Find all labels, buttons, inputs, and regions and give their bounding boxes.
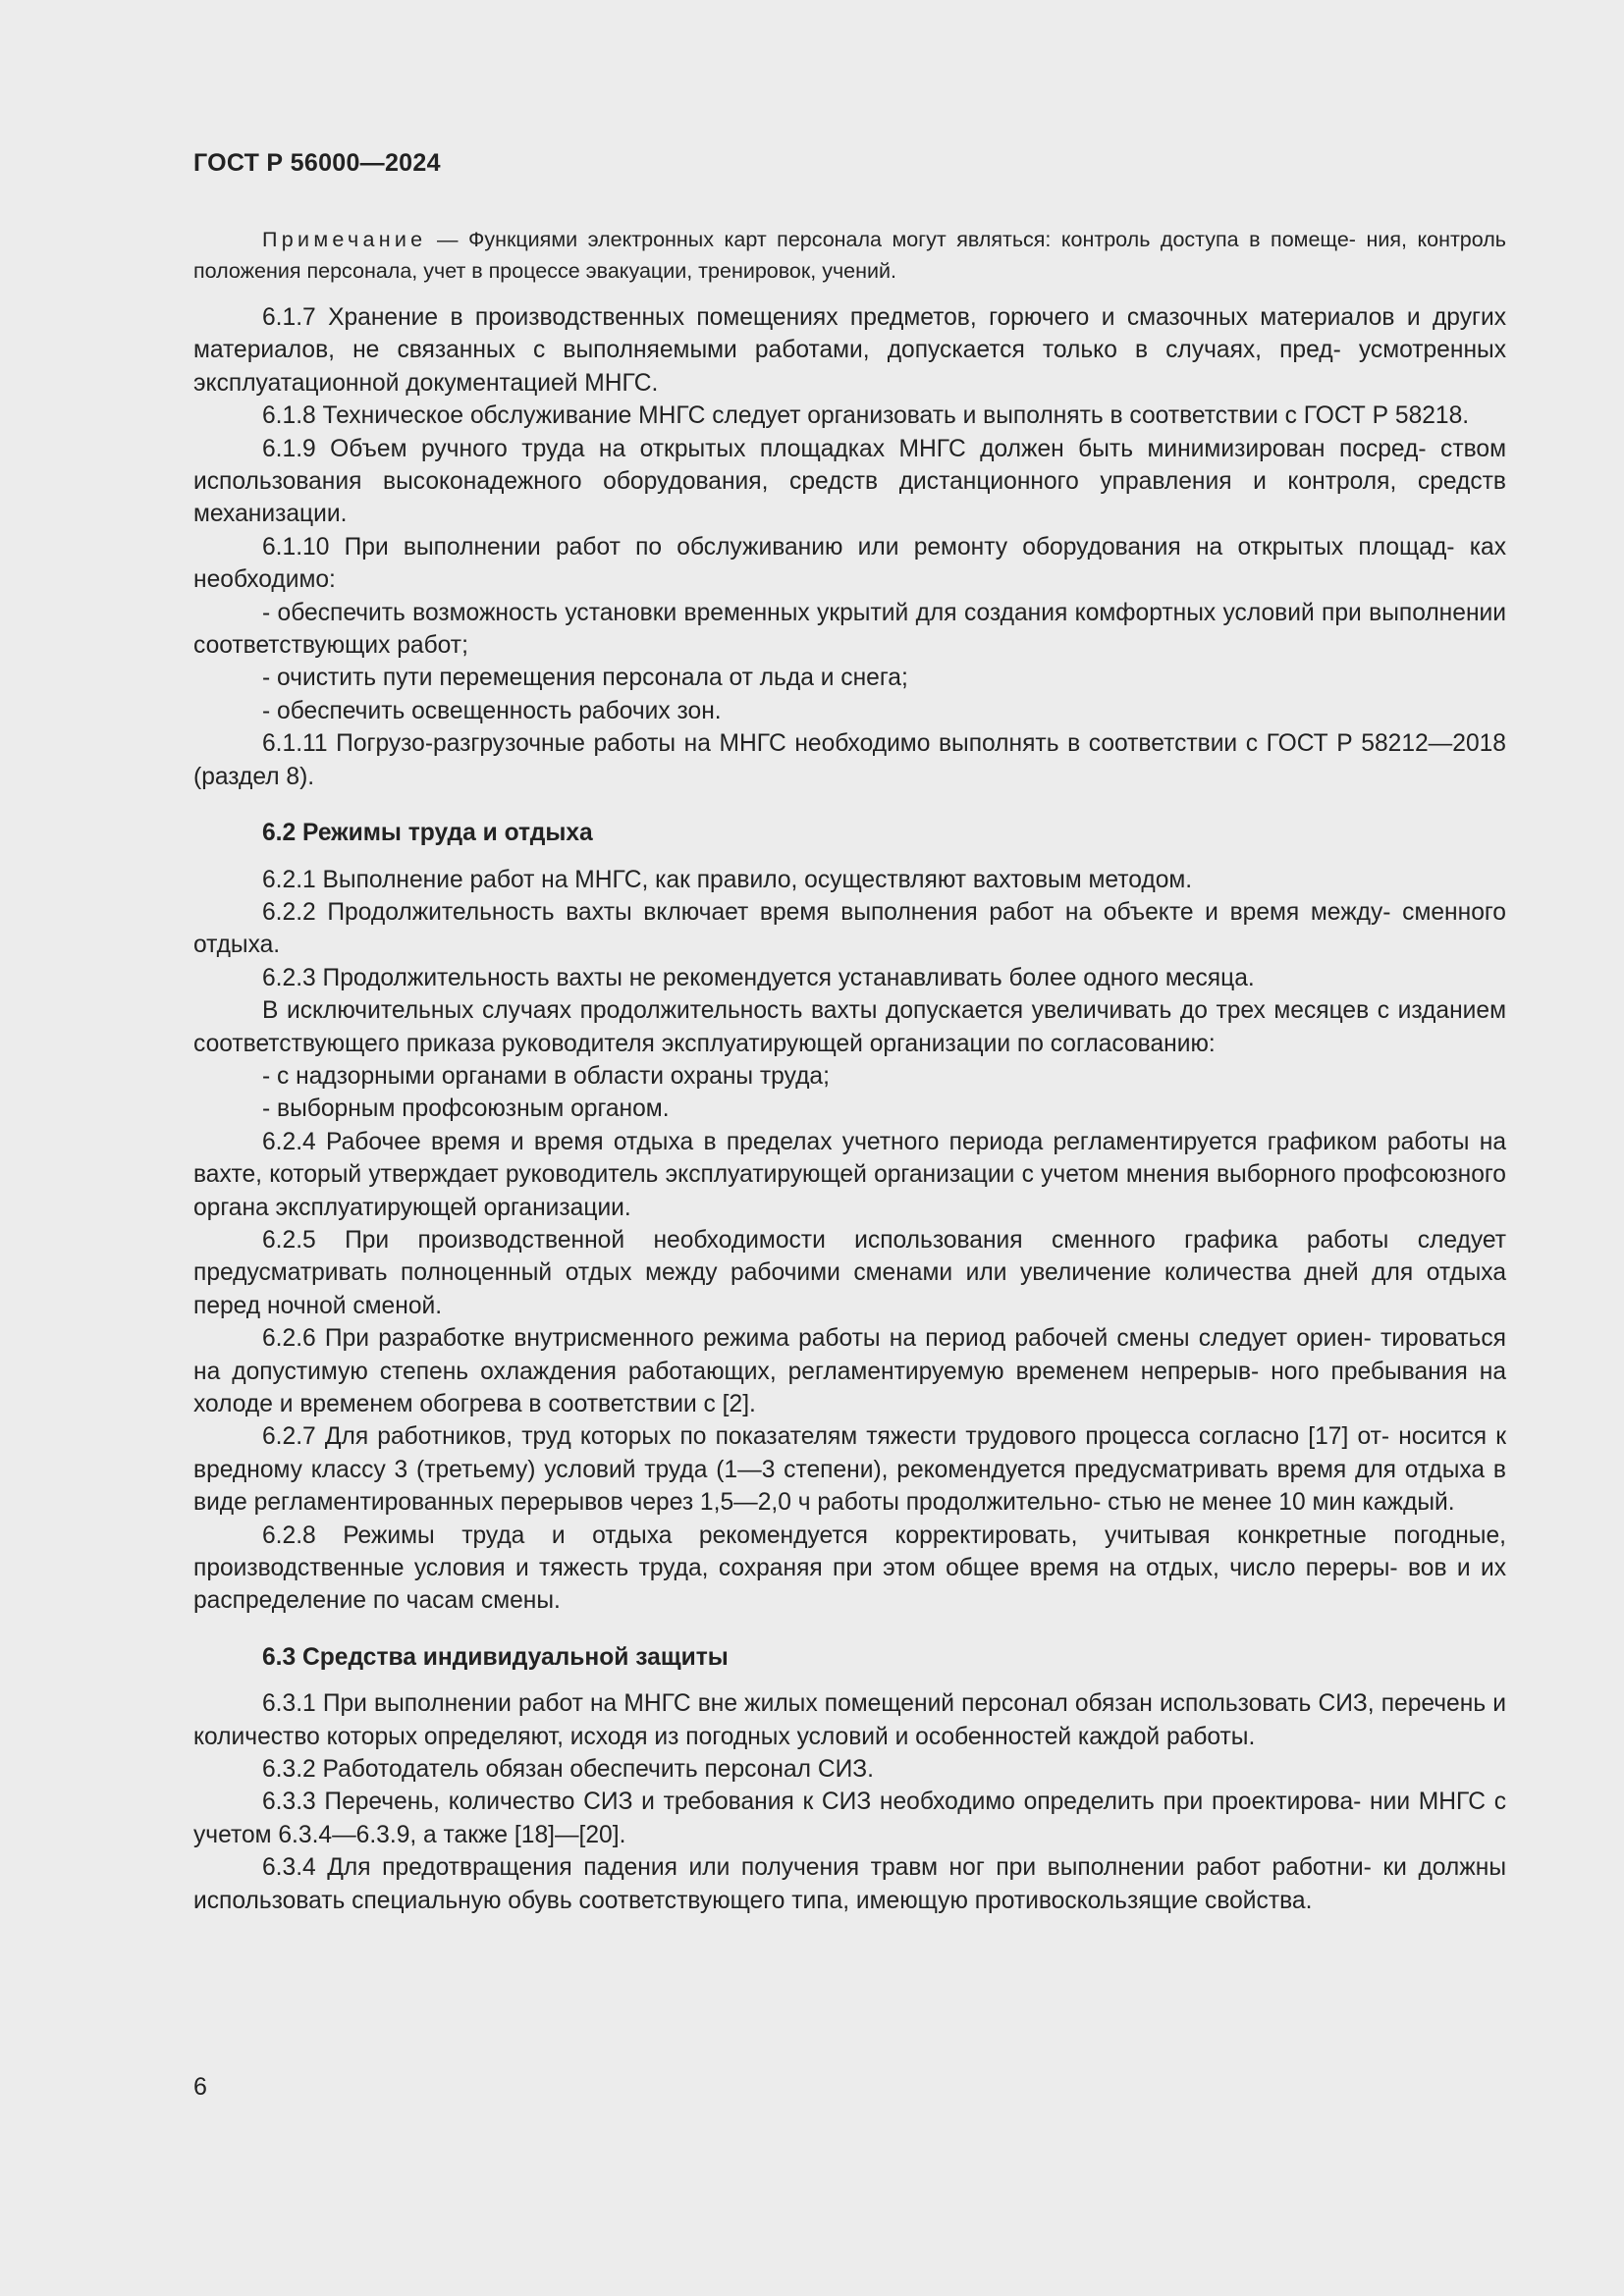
document-page bbox=[193, 0, 1506, 2296]
paragraph-6-1-8: 6.1.8 Техническое обслуживание МНГС следует организовать и выполнять в соответствии с ГОСТ Р 58218. bbox=[262, 402, 1470, 430]
paragraph-6-3-2: 6.3.2 Работодатель обязан обеспечить персонал СИЗ. bbox=[262, 1756, 874, 1784]
list-item: - выборным профсоюзным органом. bbox=[262, 1095, 670, 1123]
paragraph-6-2-4: 6.2.4 Рабочее время и время отдыха в пределах учетного периода регламентируется графиком работы на вахте, который утверждает руководитель эксплуатирующей организации с учетом мнения выборного профсоюзного органа эксплуатирующей организации. bbox=[193, 1128, 1506, 1221]
paragraph-6-2-1: 6.2.1 Выполнение работ на МНГС, как правило, осуществляют вахтовым методом. bbox=[262, 866, 1193, 893]
note-text: — Функциями электронных карт персонала могут являться: контроль доступа в помеще- ния, контроль положения персонала, учет в процессе эвакуации, тренировок, учений. bbox=[193, 228, 1506, 283]
paragraph-6-3-3: 6.3.3 Перечень, количество СИЗ и требования к СИЗ необходимо определить при проектирова- нии МНГС с учетом 6.3.4—6.3.9, а также [18]—[20]. bbox=[193, 1789, 1506, 1848]
paragraph-6-1-11: 6.1.11 Погрузо-разгрузочные работы на МНГС необходимо выполнять в соответствии с ГОСТ Р 58212—2018 (раздел 8). bbox=[193, 730, 1506, 790]
paragraph-6-2-2: 6.2.2 Продолжительность вахты включает время выполнения работ на объекте и время между- сменного отдыха. bbox=[193, 898, 1506, 959]
paragraph-6-2-3-extension: В исключительных случаях продолжительность вахты допускается увеличивать до трех месяцев с изданием соответствующего приказа руководителя эксплуатирующей организации по согласованию: bbox=[193, 997, 1506, 1057]
paragraph-6-1-7: 6.1.7 Хранение в производственных помещениях предметов, горючего и смазочных материалов и других материалов, не связанных с выполняемыми работами, допускается только в случаях, пред- усмотренных эксплуатационной документацией МНГС. bbox=[193, 304, 1506, 397]
page-number: 6 bbox=[193, 2073, 207, 2101]
list-item: - обеспечить освещенность рабочих зон. bbox=[262, 697, 722, 724]
paragraph-6-2-5: 6.2.5 При производственной необходимости использования сменного графика работы следует предусматривать полноценный отдых между рабочими сменами или увеличение количества дней для отдыха перед ночной сменой. bbox=[193, 1226, 1506, 1319]
paragraph-6-1-10: 6.1.10 При выполнении работ по обслуживанию или ремонту оборудования на открытых площад- ках необходимо: bbox=[193, 533, 1506, 594]
note bbox=[193, 224, 1506, 287]
section-heading-6-3: 6.3 Средства индивидуальной защиты bbox=[262, 1643, 729, 1671]
paragraph-6-2-6: 6.2.6 При разработке внутрисменного режима работы на период рабочей смены следует ориен- тироваться на допустимую степень охлаждения работающих, регламентируемую временем непрерыв- ного пребывания на холоде и временем обогрева в соответствии с [2]. bbox=[193, 1325, 1506, 1417]
paragraph-6-1-9: 6.1.9 Объем ручного труда на открытых площадках МНГС должен быть минимизирован посред- ством использования высоконадежного оборудования, средств дистанционного управления и контроля, средств механизации. bbox=[193, 435, 1506, 528]
note-label: Примечание bbox=[262, 228, 427, 251]
list-item: - обеспечить возможность установки временных укрытий для создания комфортных условий при выполнении соответствующих работ; bbox=[193, 599, 1506, 660]
paragraph-6-2-7: 6.2.7 Для работников, труд которых по показателям тяжести трудового процесса согласно [17] от- носится к вредному классу 3 (третьему) условий труда (1—3 степени), рекомендуется предусматривать время для отдыха в виде регламентированных перерывов через 1,5—2,0 ч работы продолжительно- стью не менее 10 мин каждый. bbox=[193, 1423, 1506, 1517]
paragraph-6-3-1: 6.3.1 При выполнении работ на МНГС вне жилых помещений персонал обязан использовать СИЗ, перечень и количество которых определяют, исходя из погодных условий и особенностей каждой работы. bbox=[193, 1690, 1506, 1750]
paragraph-6-3-4: 6.3.4 Для предотвращения падения или получения травм ног при выполнении работ работни- ки должны использовать специальную обувь соответствующего типа, имеющую противоскользящие свойства. bbox=[193, 1854, 1506, 1914]
paragraph-6-2-8: 6.2.8 Режимы труда и отдыха рекомендуется корректировать, учитывая конкретные погодные, производственные условия и тяжесть труда, сохраняя при этом общее время на отдых, число переры- вов и их распределение по часам смены. bbox=[193, 1522, 1506, 1615]
paragraph-6-2-3: 6.2.3 Продолжительность вахты не рекомендуется устанавливать более одного месяца. bbox=[262, 964, 1255, 991]
section-heading-6-2: 6.2 Режимы труда и отдыха bbox=[262, 820, 593, 847]
document-body bbox=[193, 301, 1506, 1917]
list-item: - очистить пути перемещения персонала от льда и снега; bbox=[262, 665, 908, 692]
list-item: - с надзорными органами в области охраны труда; bbox=[262, 1062, 830, 1090]
standard-header: ГОСТ Р 56000—2024 bbox=[193, 149, 441, 177]
